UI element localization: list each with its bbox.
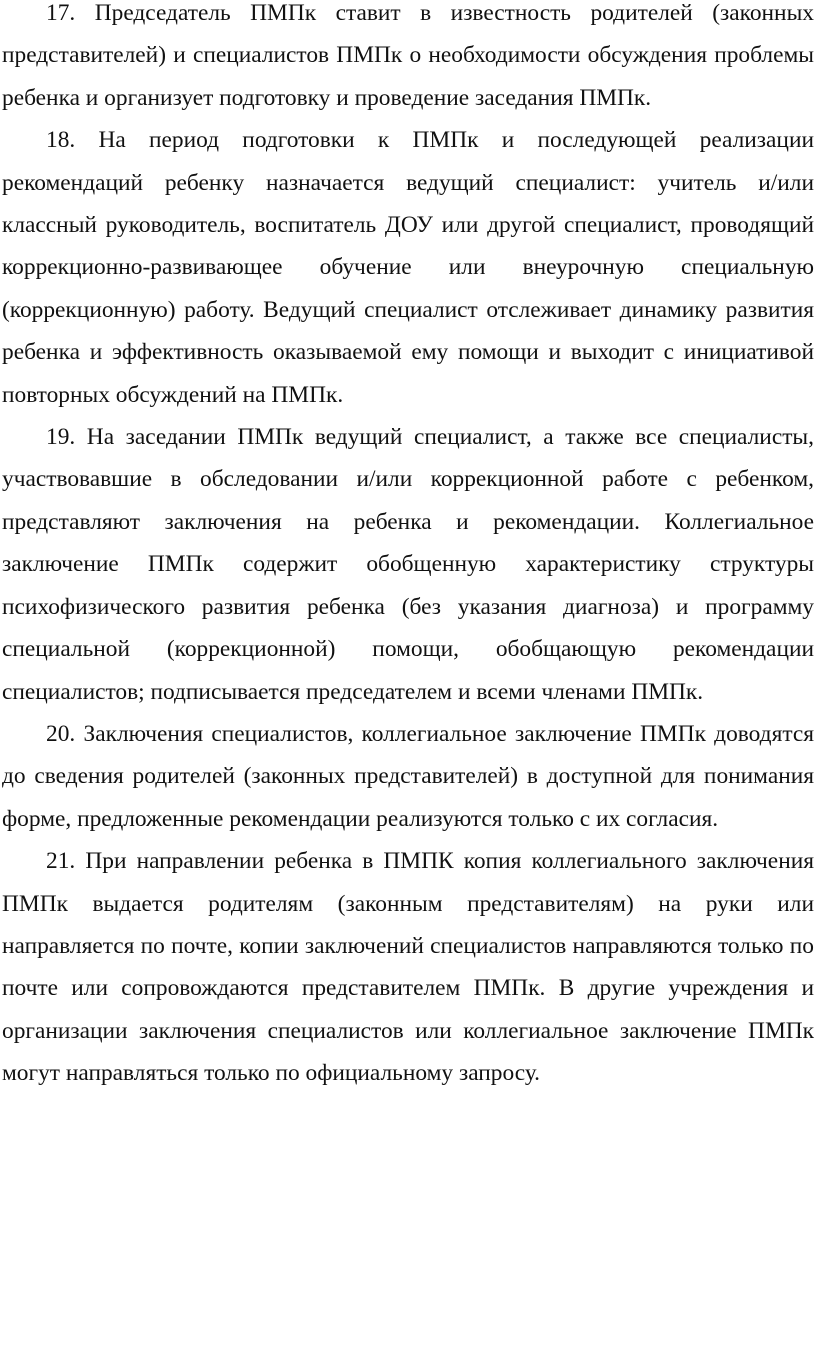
paragraph-20 xyxy=(2,713,814,840)
paragraph-18 xyxy=(2,119,814,416)
paragraph-text: На период подготовки к ПМПк и последующей реализации рекомендаций ребенку назначается ведущий специалист: учитель и/или классный руководитель, воспитатель ДОУ или другой специалист, проводящий коррекционно-развивающее обучение или внеурочную специальную (коррекционную) работу. Ведущий специалист отслеживает динамику развития ребенка и эффективность оказываемой ему помощи и выходит с инициативой повторных обсуждений на ПМПк. xyxy=(2,127,814,408)
paragraph-number: 18. xyxy=(46,127,76,154)
paragraph-text: На заседании ПМПк ведущий специалист, а также все специалисты, участвовавшие в обследовании и/или коррекционной работе с ребенком, представляют заключения на ребенка и рекомендации. Коллегиальное заключение ПМПк содержит обобщенную характеристику структуры психофизического развития ребенка (без указания диагноза) и программу специальной (коррекционной) помощи, обобщающую рекомендации специалистов; подписывается председателем и всеми членами ПМПк. xyxy=(2,424,814,705)
paragraph-number: 19. xyxy=(46,424,76,451)
paragraph-text: При направлении ребенка в ПМПК копия коллегиального заключения ПМПк выдается родителям (законным представителям) на руки или направляется по почте, копии заключений специалистов направляются только по почте или сопровождаются представителем ПМПк. В другие учреждения и организации заключения специалистов или коллегиальное заключение ПМПк могут направляться только по официальному запросу. xyxy=(2,848,814,1087)
paragraph-text: Заключения специалистов, коллегиальное заключение ПМПк доводятся до сведения родителей (законных представителей) в доступной для понимания форме, предложенные рекомендации реализуются только с их согласия. xyxy=(2,720,814,832)
paragraph-number: 21. xyxy=(46,848,76,875)
paragraph-number: 17. xyxy=(46,0,76,26)
paragraph-19 xyxy=(2,416,814,713)
paragraph-text: Председатель ПМПк ставит в известность родителей (законных представителей) и специалистов ПМПк о необходимости обсуждения проблемы ребенка и организует подготовку и проведение заседания ПМПк. xyxy=(2,0,814,111)
paragraph-number: 20. xyxy=(46,720,76,747)
paragraph-17 xyxy=(2,0,814,119)
paragraph-21 xyxy=(2,840,814,1094)
